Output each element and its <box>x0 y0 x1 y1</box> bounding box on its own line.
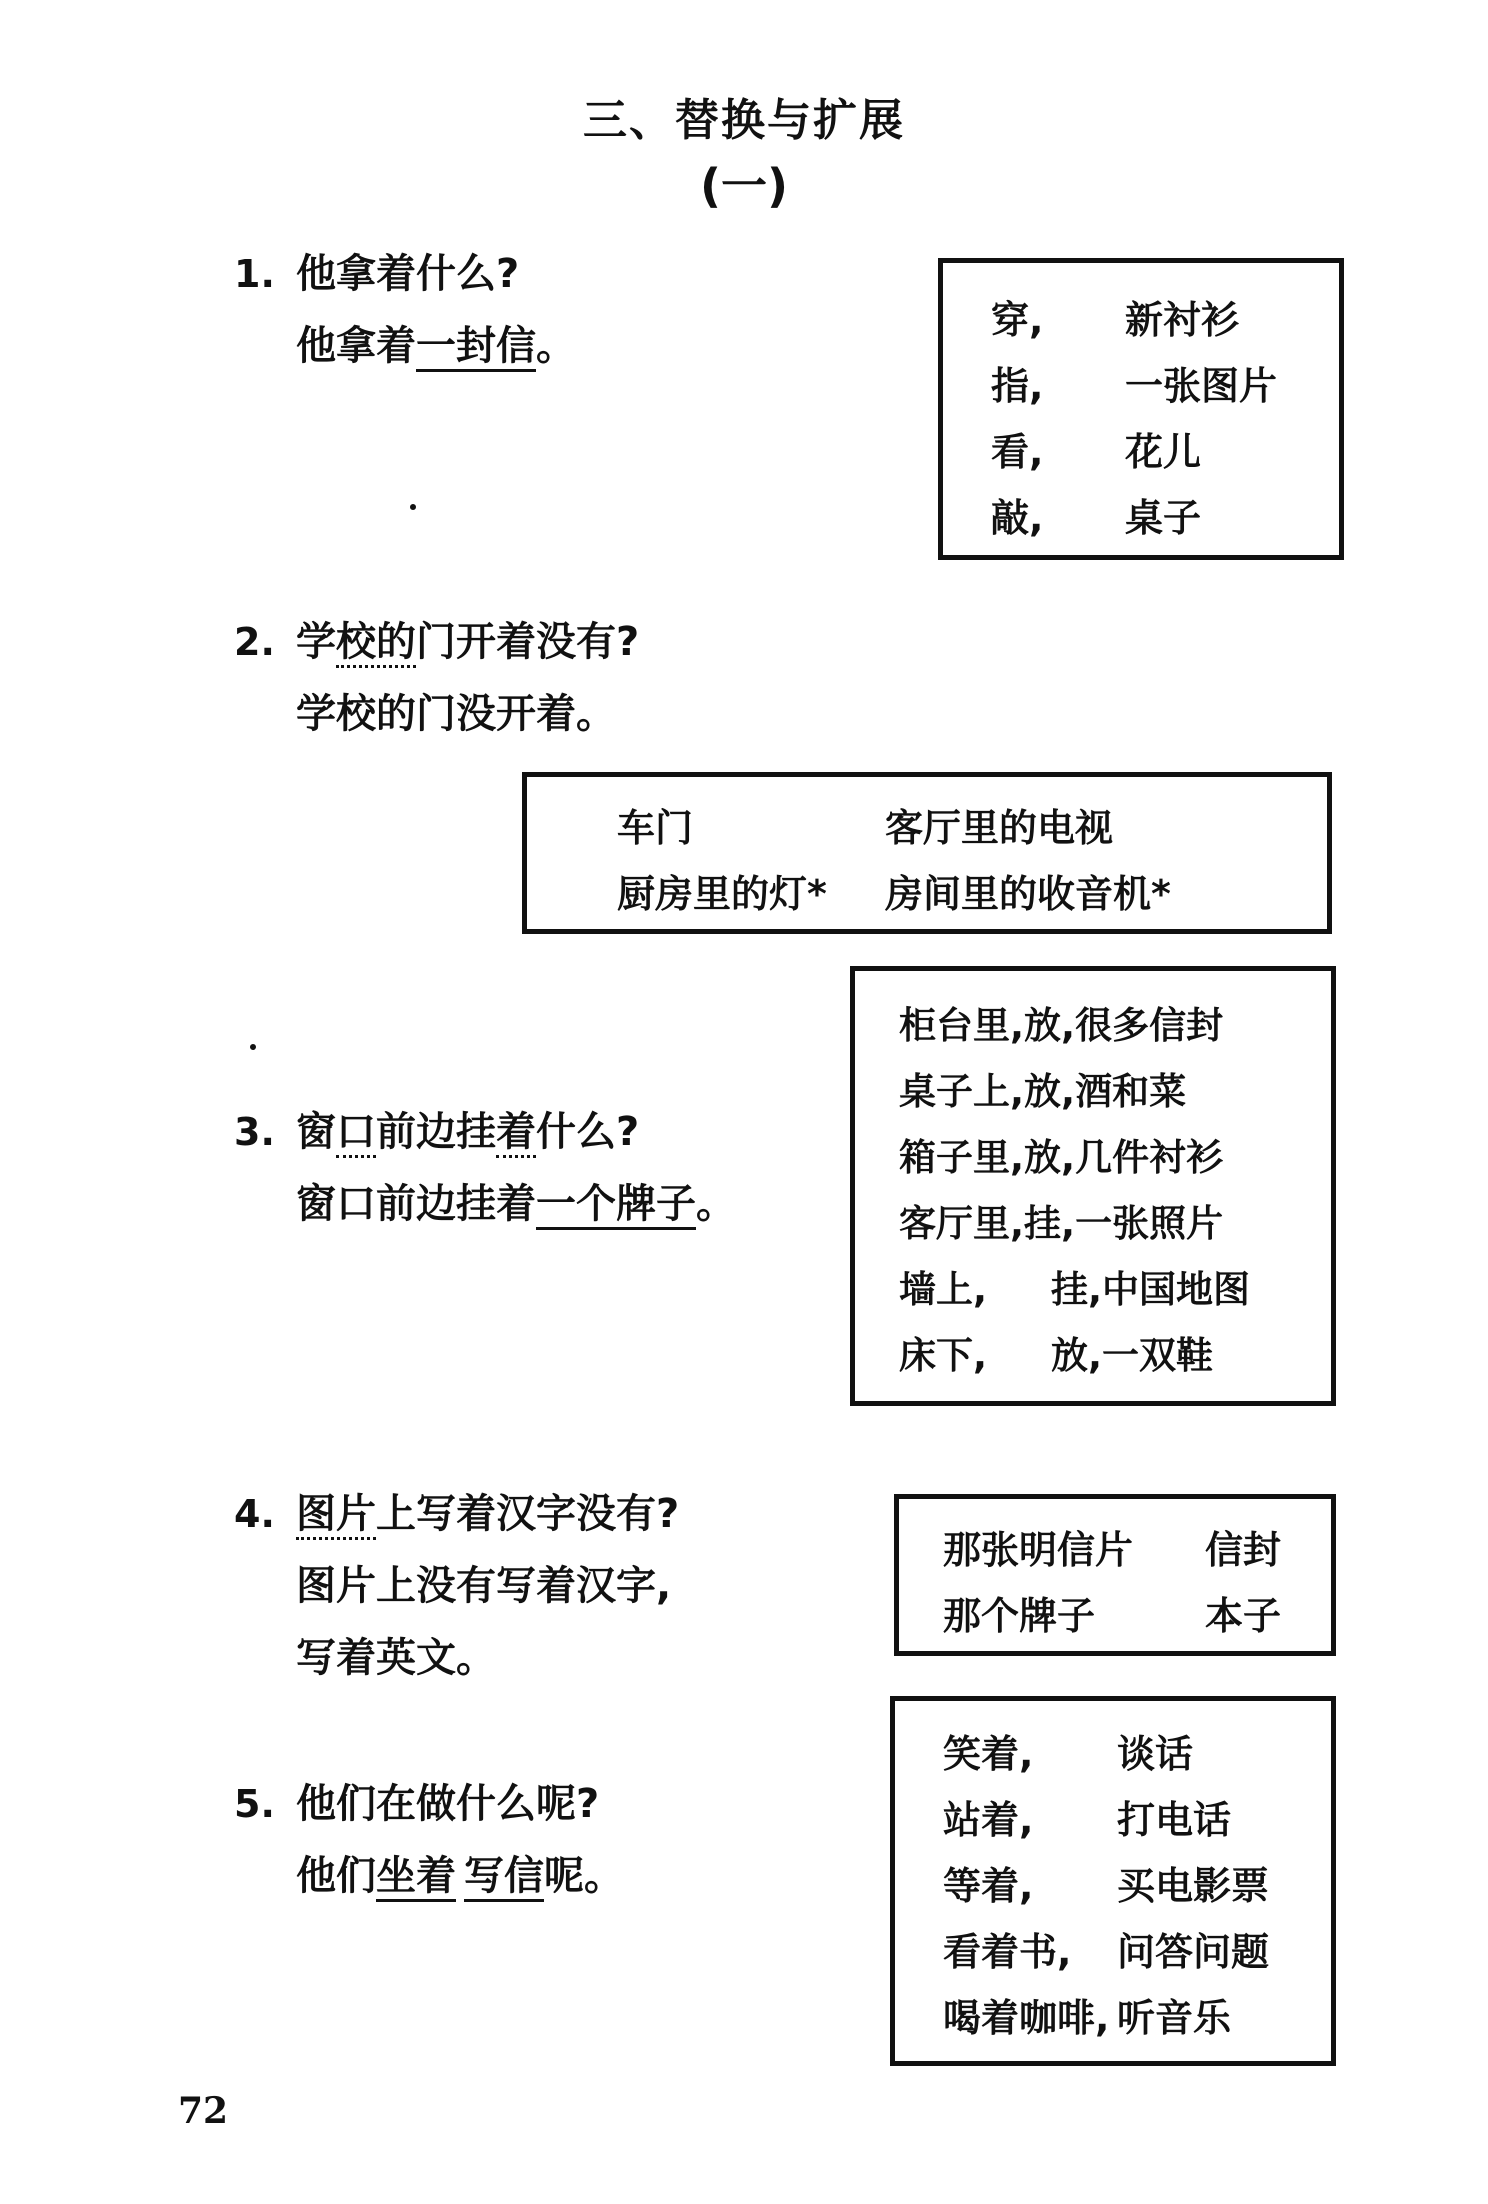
box-row: 指, 一张图片 <box>991 363 1278 408</box>
box-row: 穿, 新衬衫 <box>991 297 1240 342</box>
answer: 图片上没有写着汉字, <box>296 1563 672 1609</box>
box-row: 厨房里的灯* 房间里的收音机* <box>617 871 1171 916</box>
substitution-box-2 <box>522 772 1332 934</box>
box-row: 敲, 桌子 <box>991 495 1202 540</box>
box-row: 看, 花儿 <box>991 429 1202 474</box>
exercise-number: 2. <box>234 620 275 664</box>
answer: 学校的门没开着。 <box>296 691 616 737</box>
substitution-slot: 坐着 <box>376 1853 456 1902</box>
box-row: 客厅里,挂,一张照片 <box>899 1202 1224 1245</box>
stray-dot <box>250 1044 256 1050</box>
box-row: 箱子里,放,几件衬衫 <box>899 1136 1224 1179</box>
page-number: 72 <box>178 2090 229 2132</box>
question: 窗口前边挂着什么? <box>296 1096 736 1168</box>
section-title: 三、替换与扩展 <box>583 95 905 146</box>
question: 他们在做什么呢? <box>296 1781 600 1827</box>
box-row: 那个牌子 本子 <box>943 1593 1282 1638</box>
exercise-5 <box>234 1768 624 1912</box>
box-row: 等着, 买电影票 <box>943 1863 1270 1908</box>
answer: 他们坐着 写信呢。 <box>296 1840 624 1912</box>
substitution-box-1 <box>938 258 1344 560</box>
exercise-number: 5. <box>234 1782 275 1826</box>
box-row: 那张明信片 信封 <box>943 1527 1282 1572</box>
question: 学校的门开着没有? <box>296 606 639 678</box>
exercise-number: 1. <box>234 252 275 296</box>
exercise-3 <box>234 1096 736 1240</box>
exercise-2 <box>234 606 640 750</box>
exercise-4 <box>234 1478 680 1694</box>
box-row: 车门 客厅里的电视 <box>617 805 1114 850</box>
substitution-box-5 <box>890 1696 1336 2066</box>
answer: 窗口前边挂着一个牌子。 <box>296 1168 736 1240</box>
substitution-box-3 <box>850 966 1336 1406</box>
box-row: 笑着, 谈话 <box>943 1731 1194 1776</box>
answer: 写着英文。 <box>296 1635 496 1681</box>
box-row: 站着, 打电话 <box>943 1797 1232 1842</box>
substitution-slot: 写信 <box>464 1853 544 1902</box>
exercise-1 <box>234 238 576 382</box>
exercise-number: 3. <box>234 1110 275 1154</box>
box-row: 床下, 放,一双鞋 <box>899 1334 1214 1377</box>
box-row: 墙上, 挂,中国地图 <box>899 1268 1251 1311</box>
substitution-box-4 <box>894 1494 1336 1656</box>
question: 图片上写着汉字没有? <box>296 1478 679 1550</box>
section-subtitle: (一) <box>699 159 789 213</box>
substitution-slot: 一封信 <box>416 323 536 372</box>
question: 他拿着什么? <box>296 251 520 297</box>
box-row: 喝着咖啡, 听音乐 <box>943 1995 1232 2040</box>
exercise-number: 4. <box>234 1492 275 1536</box>
answer: 他拿着一封信。 <box>296 310 576 382</box>
stray-dot <box>410 504 416 510</box>
box-row: 桌子上,放,酒和菜 <box>899 1070 1187 1113</box>
substitution-slot: 一个牌子 <box>536 1181 696 1230</box>
box-row: 看着书, 问答问题 <box>943 1929 1270 1974</box>
box-row: 柜台里,放,很多信封 <box>899 1004 1224 1047</box>
